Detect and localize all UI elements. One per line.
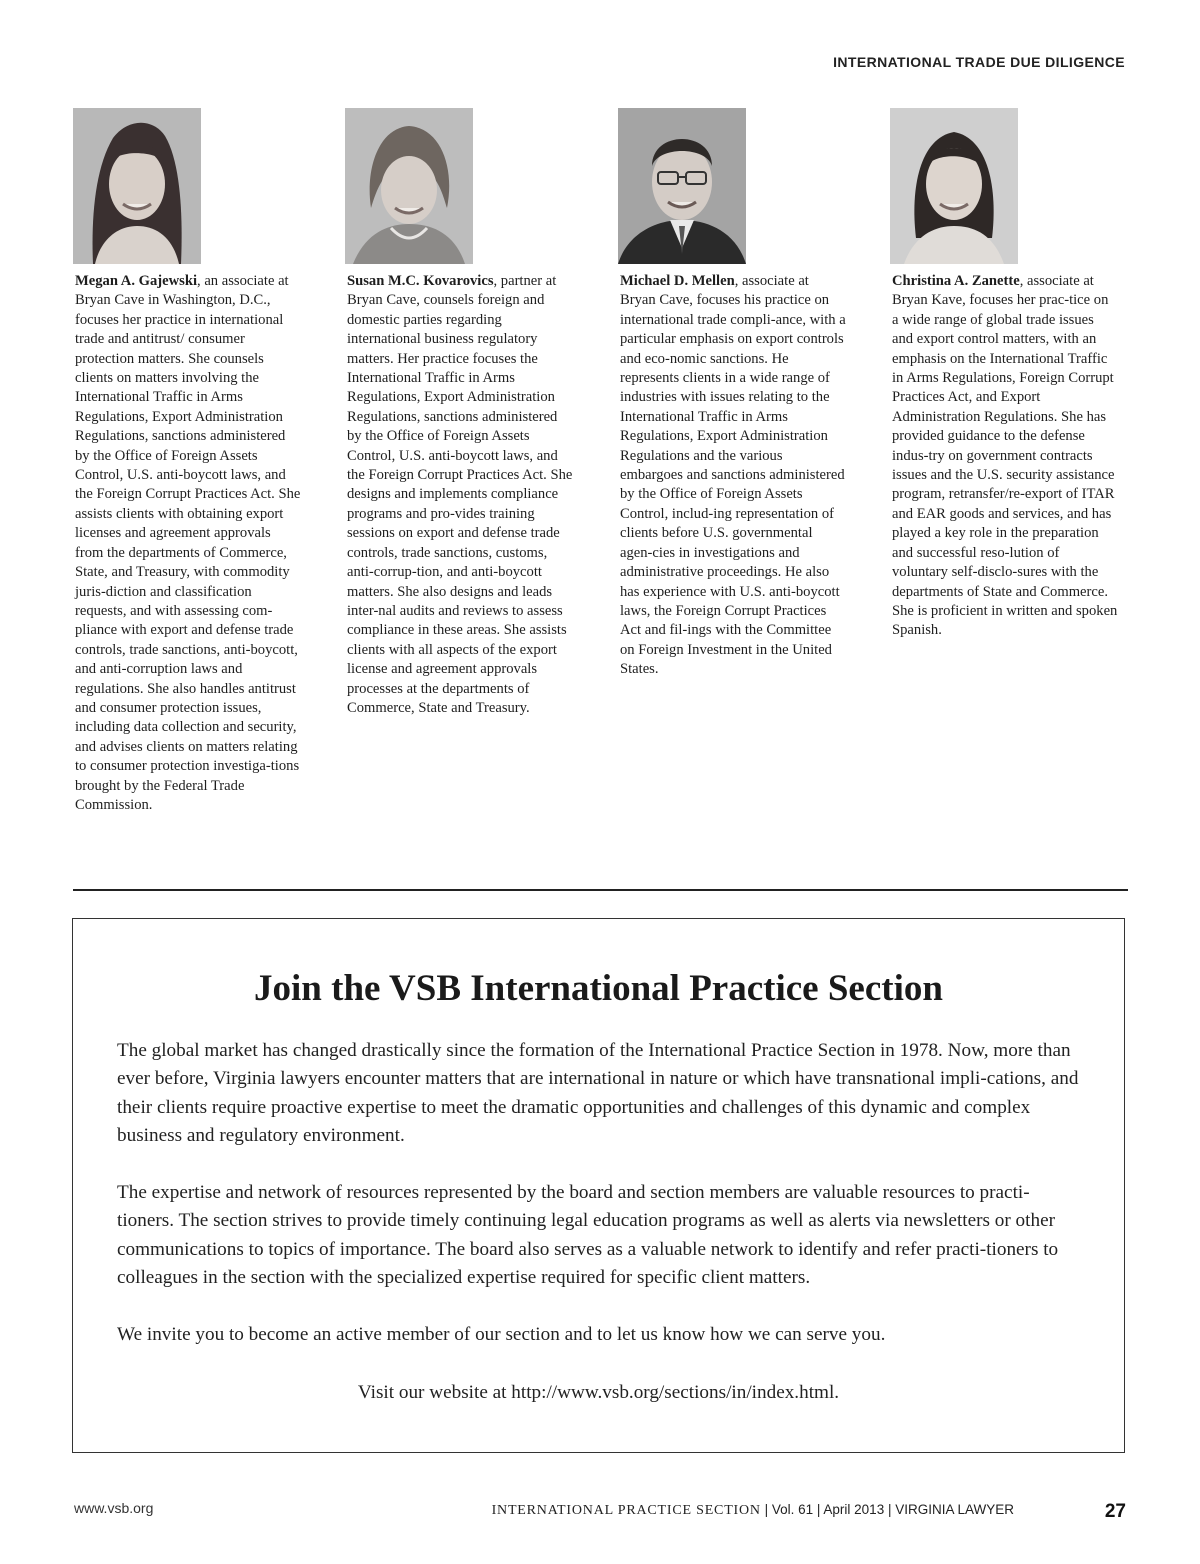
ad-paragraph: The expertise and network of resources represented by the board and section members are valuable resources to practi-tioners. The section strives to provide timely continuing legal education programs as well as alerts via newsletters or other communications to topics of importance. The board also serves as a valuable network to identify and refer practi-tioners to colleagues in the section with the specialized expertise required for specific client matters. [117, 1182, 1059, 1289]
footer-separator: | [760, 1502, 772, 1517]
footer-separator: | [884, 1502, 896, 1517]
footer-date: April 2013 [823, 1502, 885, 1517]
ad-website-link[interactable]: Visit our website at http://www.vsb.org/sections/in/index.html. [357, 1382, 840, 1403]
bio-body: , associate at Bryan Kave, focuses her prac-tice on a wide range of global trade issues and export control matters, with an emphasis on the International Traffic in Arms Regulations, Foreign Corrupt Practices Act, and Export Administration Regulations. She has provided guidance to the defense indus-try on government contracts issues and the U.S. security assistance program, retransfer/re-export of ITAR and EAR goods and services, and has played a key role in the preparation and successful reso-lution of voluntary self-disclo-sures with the departments of State and Commerce. She is proficient in written and spoken Spanish. [892, 273, 1118, 639]
bio-body: , associate at Bryan Cave, focuses his practice on international trade compli-ance, with a particular emphasis on export controls and eco-nomic sanctions. He represents clients in a wide range of industries with issues relating to the International Traffic in Arms Regulations, Export Administration Regulations and the various embargoes and sanctions administered by the Office of Foreign Assets Control, includ-ing representation of clients before U.S. governmental agen-cies in investigations and administrative proceedings. He also has experience with U.S. anti-boycott laws, the Foreign Corrupt Practices Act and fil-ings with the Committee on Foreign Investment in the United States. [620, 273, 846, 678]
page-number: 27 [1104, 1501, 1126, 1522]
bio-susan-kovarovics [345, 108, 573, 718]
bio-christina-zanette [890, 108, 1118, 641]
headshot-photo [345, 108, 473, 264]
running-head: INTERNATIONAL TRADE DUE DILIGENCE [833, 54, 1125, 70]
footer-section-name: INTERNATIONAL PRACTICE SECTION [491, 1503, 761, 1518]
footer-publication-info [492, 1502, 1014, 1519]
footer-separator: | [813, 1502, 824, 1517]
bio-body: , partner at Bryan Cave, counsels foreign and domestic parties regarding international business regulatory matters. Her practice focuses the International Traffic in Arms Regulations, Export Administration Regulations, sanctions administered by the Office of Foreign Assets Control, U.S. anti-boycott laws, and the Foreign Corrupt Practices Act. She designs and implements compliance programs and pro-vides training sessions on export and defense trade controls, trade sanctions, customs, anti-corrup-tion, and anti-boycott matters. She also designs and leads inter-nal audits and reviews to assess compliance in these areas. She assists clients with all aspects of the export license and agreement approvals processes at the departments of Commerce, State and Treasury. [347, 273, 573, 716]
headshot-photo [73, 108, 201, 264]
bio-name: Megan A. Gajewski [75, 273, 198, 289]
bio-michael-mellen [618, 108, 846, 680]
headshot-photo [890, 108, 1018, 264]
bio-body: , an associate at Bryan Cave in Washington, D.C., focuses her practice in international trade and antitrust/ consumer protection matters. She counsels clients on matters involving the International Traffic in Arms Regulations, Export Administration Regulations, sanctions administered by the Office of Foreign Assets Control, U.S. anti-boycott laws, and the Foreign Corrupt Practices Act. She assists clients with obtaining export licenses and agreement approvals from the departments of Commerce, State, and Treasury, with commodity juris-diction and classification requests, and with assessing com-pliance with export and defense trade controls, trade sanctions, anti-boycott, and anti-corruption laws and regulations. She also handles antitrust and consumer protection issues, including data collection and security, and advises clients on matters relating to consumer protection investiga-tions brought by the Federal Trade Commission. [75, 273, 301, 813]
bio-name: Michael D. Mellen [620, 273, 735, 289]
ad-box [72, 918, 1125, 1453]
section-divider [73, 889, 1128, 891]
footer-magazine: VIRGINIA LAWYER [895, 1502, 1014, 1517]
ad-title: Join the VSB International Practice Section [254, 968, 943, 1009]
footer-volume: Vol. 61 [771, 1502, 814, 1517]
ad-paragraph: The global market has changed drastically since the formation of the International Practice Section in 1978. Now, more than ever before, Virginia lawyers encounter matters that are international in nature or which have transnational impli-cations, and their clients require proactive expertise to meet the dramatic opportunities and challenges of this dynamic and complex business and regulatory environment. [117, 1040, 1079, 1147]
ad-paragraph: We invite you to become an active member of our section and to let us know how we can serve you. [117, 1324, 886, 1345]
headshot-photo [618, 108, 746, 264]
bio-name: Susan M.C. Kovarovics [347, 273, 494, 289]
bio-name: Christina A. Zanette [892, 273, 1020, 289]
footer-website[interactable]: www.vsb.org [74, 1500, 154, 1516]
bio-megan-gajewski [73, 108, 301, 815]
